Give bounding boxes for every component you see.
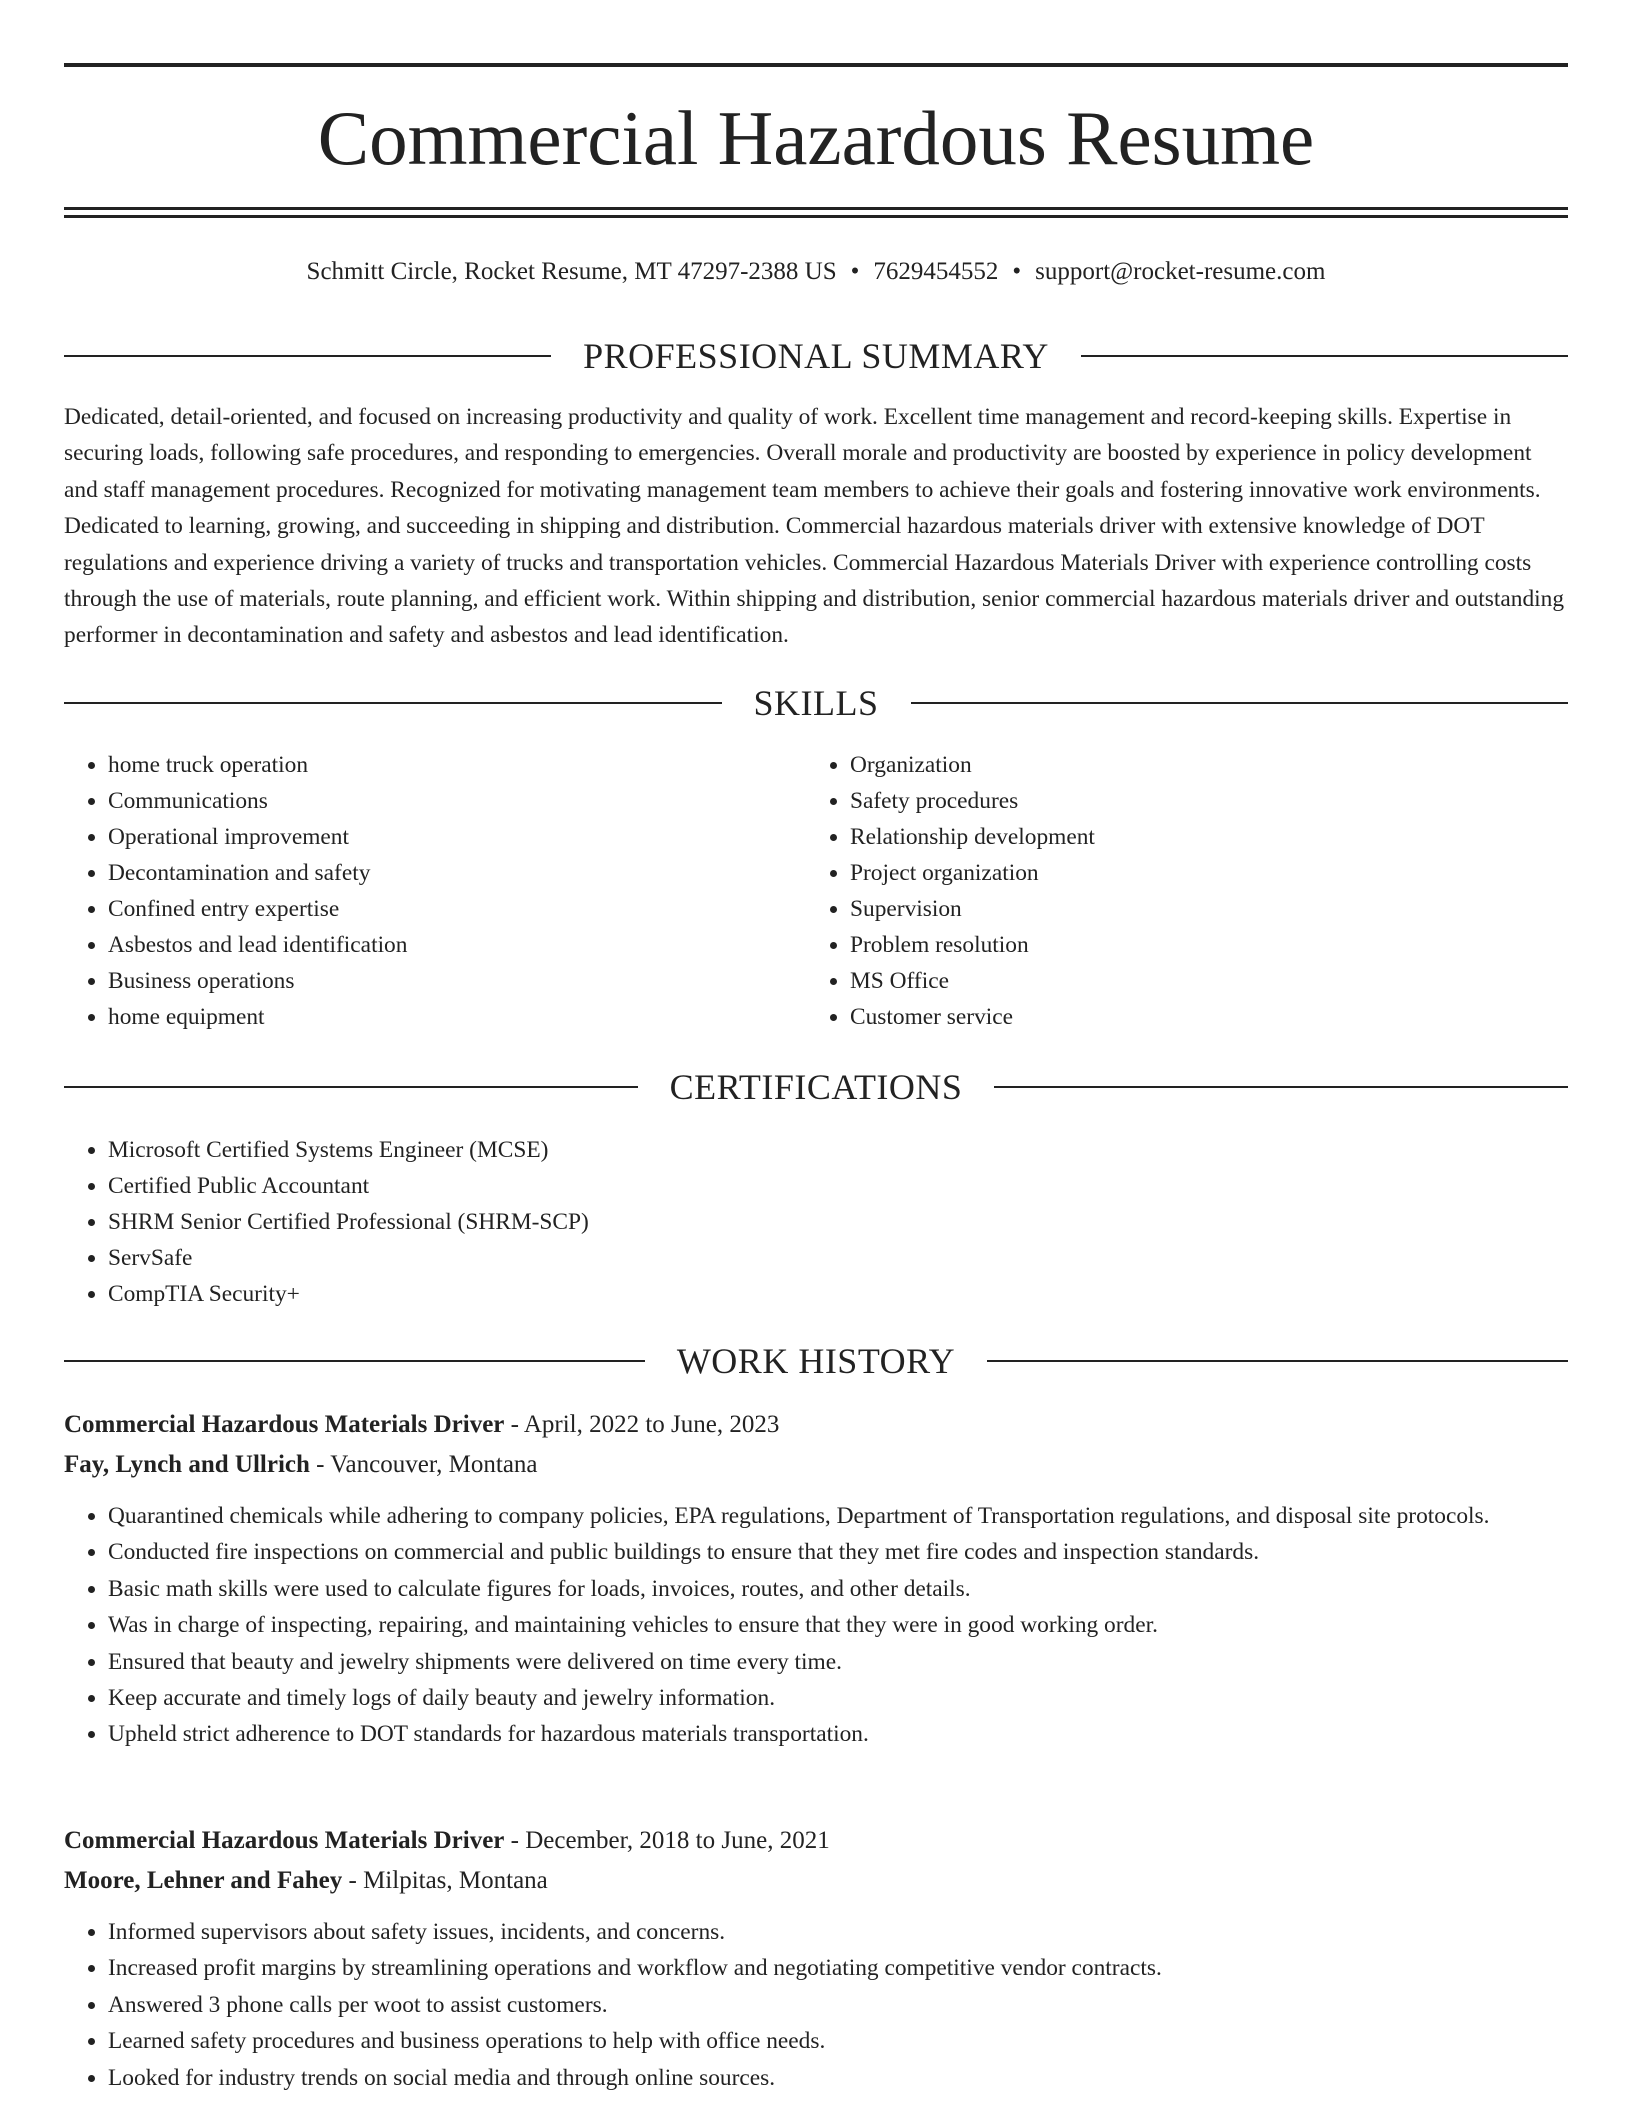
job-title-line: Commercial Hazardous Materials Driver - December, 2018 to June, 2021 (64, 1827, 830, 1854)
job-duties-list (64, 1914, 1568, 2096)
list-item: • Upheld strict adherence to DOT standards for hazardous materials transportation. (108, 1716, 1568, 1752)
list-item: • Customer service (850, 999, 1546, 1035)
list-item: • Decontamination and safety (108, 855, 804, 891)
list-item: • Quarantined chemicals while adhering to company policies, EPA regulations, Department of Transportation regulations, and disposal site protocols. (108, 1498, 1568, 1534)
list-item: • SHRM Senior Certified Professional (SHRM-SCP) (108, 1204, 1568, 1240)
list-item: • Project organization (850, 855, 1546, 891)
job-dates: December, 2018 to June, 2021 (525, 1827, 830, 1854)
heading-rule (987, 1360, 1568, 1362)
heading-rule (911, 702, 1569, 704)
resume-title: Commercial Hazardous Resume (317, 95, 1315, 181)
list-item: • Microsoft Certified Systems Engineer (MCSE) (108, 1132, 1568, 1168)
list-item: • home truck operation (108, 747, 804, 783)
contact-phone: 7629454552 (873, 258, 999, 285)
list-item: • Increased profit margins by streamlining operations and workflow and negotiating competitive vendor contracts. (108, 1950, 1568, 1986)
list-item: • Keep accurate and timely logs of daily beauty and jewelry information. (108, 1680, 1568, 1716)
section-title: PROFESSIONAL SUMMARY (583, 336, 1049, 376)
summary-text: Dedicated, detail-oriented, and focused on increasing productivity and quality of work. Excellent time management and record-keeping skills. Expertise in securing loads, following safe procedures, and responding to emergencies. Overall morale and productivity are boosted by experience in policy development and staff management procedures. Recognized for motivating management team members to achieve their goals and fostering innovative work environments. Dedicated to learning, growing, and succeeding in shipping and distribution. Commercial hazardous materials driver with extensive knowledge of DOT regulations and experience driving a variety of trucks and transportation vehicles. Commercial Hazardous Materials Driver with experience controlling costs through the use of materials, route planning, and efficient work. Within shipping and distribution, senior commercial hazardous materials driver and outstanding performer in decontamination and safety and asbestos and lead identification. (64, 404, 1565, 649)
section-title: WORK HISTORY (676, 1341, 956, 1381)
job-company: Fay, Lynch and Ullrich (64, 1451, 310, 1478)
section-title: SKILLS (753, 683, 879, 723)
list-item: • ServSafe (108, 1240, 1568, 1276)
certifications-list (64, 1132, 1568, 1312)
job-title: Commercial Hazardous Materials Driver (64, 1411, 505, 1438)
list-item: • Communications (108, 783, 804, 819)
list-item: • Supervision (850, 891, 1546, 927)
heading-rule (64, 702, 722, 704)
job-company: Moore, Lehner and Fahey (64, 1867, 343, 1894)
job-location: Milpitas, Montana (363, 1867, 548, 1894)
title-rule-upper (64, 207, 1568, 210)
contact-address: Schmitt Circle, Rocket Resume, MT 47297-2388 US (306, 258, 837, 285)
skills-list-right (806, 747, 1546, 1035)
heading-rule (64, 1086, 638, 1088)
contact-email: support@rocket-resume.com (1035, 258, 1326, 285)
skills-column-left (64, 747, 804, 1035)
list-item: • Business operations (108, 963, 804, 999)
skills-list-left (64, 747, 804, 1035)
section-heading-certifications (64, 1064, 1568, 1110)
contact-separator: • (850, 258, 860, 285)
list-item: • Answered 3 phone calls per woot to assist customers. (108, 1987, 1568, 2023)
job-company-line: Fay, Lynch and Ullrich - Vancouver, Montana (64, 1451, 538, 1478)
top-rule (64, 63, 1568, 67)
contact-separator: • (1012, 258, 1022, 285)
job-title-line: Commercial Hazardous Materials Driver - April, 2022 to June, 2023 (64, 1411, 780, 1438)
job-title: Commercial Hazardous Materials Driver (64, 1827, 505, 1854)
heading-rule (64, 1360, 645, 1362)
job-duties (64, 1498, 1568, 1753)
list-item: • Safety procedures (850, 783, 1546, 819)
list-item: • MS Office (850, 963, 1546, 999)
list-item: • Organization (850, 747, 1546, 783)
job-dates: April, 2022 to June, 2023 (523, 1411, 780, 1438)
list-item: • Was in charge of inspecting, repairing, and maintaining vehicles to ensure that they were in good working order. (108, 1607, 1568, 1643)
list-item: • Ensured that beauty and jewelry shipments were delivered on time every time. (108, 1644, 1568, 1680)
contact-line (64, 252, 1568, 292)
list-item: • Looked for industry trends on social media and through online sources. (108, 2060, 1568, 2096)
list-item: • Conducted fire inspections on commercial and public buildings to ensure that they met fire codes and inspection standards. (108, 1534, 1568, 1570)
section-heading-work-history (64, 1338, 1568, 1384)
list-item: • Certified Public Accountant (108, 1168, 1568, 1204)
list-item: • CompTIA Security+ (108, 1276, 1568, 1312)
list-item: • Learned safety procedures and business operations to help with office needs. (108, 2023, 1568, 2059)
list-item: • home equipment (108, 999, 804, 1035)
section-title: CERTIFICATIONS (669, 1067, 963, 1107)
heading-rule (64, 355, 551, 357)
section-heading-summary (64, 333, 1568, 379)
list-item: • Basic math skills were used to calculate figures for loads, invoices, routes, and other details. (108, 1571, 1568, 1607)
job-location: Vancouver, Montana (330, 1451, 538, 1478)
heading-rule (994, 1086, 1568, 1088)
certifications-block (64, 1132, 1568, 1312)
list-item: • Confined entry expertise (108, 891, 804, 927)
title-rule-lower (64, 215, 1568, 218)
list-item: • Informed supervisors about safety issues, incidents, and concerns. (108, 1914, 1568, 1950)
list-item: • Asbestos and lead identification (108, 927, 804, 963)
section-heading-skills (64, 680, 1568, 726)
list-item: • Problem resolution (850, 927, 1546, 963)
job-duties-list (64, 1498, 1568, 1753)
heading-rule (1081, 355, 1568, 357)
job-duties (64, 1914, 1568, 2096)
list-item: • Relationship development (850, 819, 1546, 855)
job-company-line: Moore, Lehner and Fahey - Milpitas, Montana (64, 1867, 548, 1894)
list-item: • Operational improvement (108, 819, 804, 855)
skills-column-right (806, 747, 1546, 1035)
